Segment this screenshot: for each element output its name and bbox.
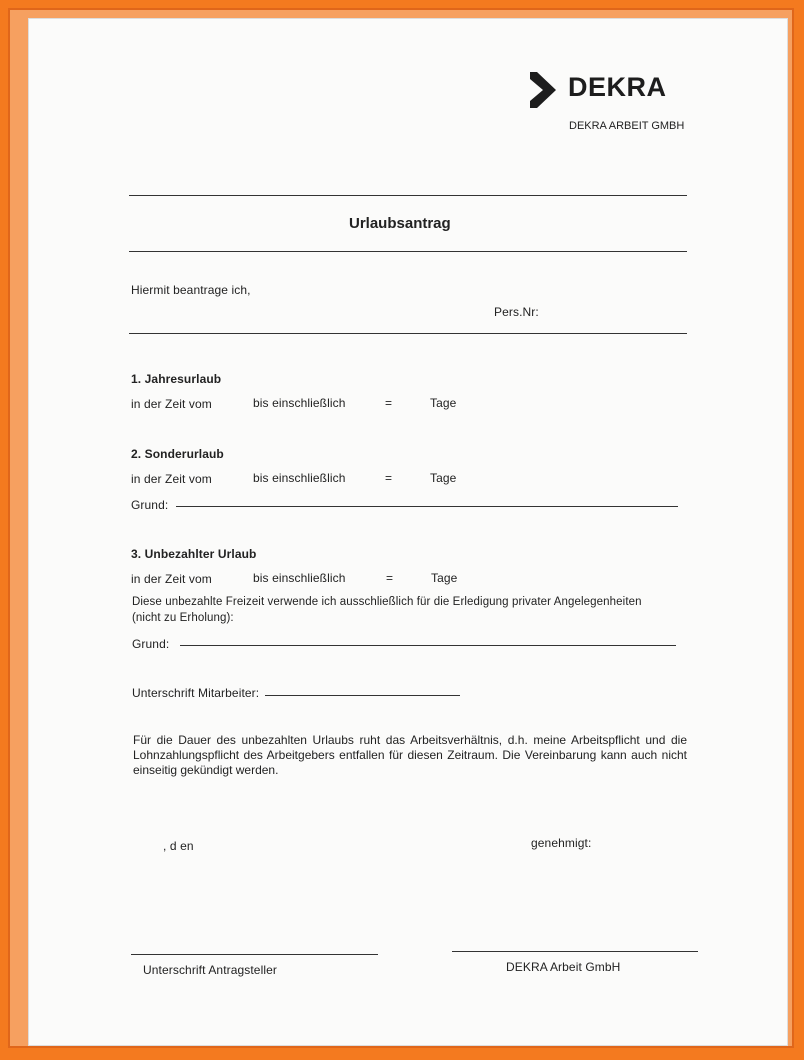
legal-paragraph: Für die Dauer des unbezahlten Urlaubs ruht das Arbeitsverhältnis, d.h. meine Arbeitspflicht und die Lohnzahlungspflicht des Arbeitgebers entfallen für diesen Zeitraum. Die Vereinbarung kann auch nicht einseitig gekündigt werden. <box>133 733 687 777</box>
section-1-eq: = <box>385 396 393 410</box>
employer-signature-line[interactable] <box>452 951 698 952</box>
section-1-heading: 1. Jahresurlaub <box>131 372 222 386</box>
section-3-days: Tage <box>431 571 458 585</box>
section-3-note-line1: Diese unbezahlte Freizeit verwende ich ausschließlich für die Erledigung privater Angelegenheiten <box>132 596 642 608</box>
section-2-heading: 2. Sonderurlaub <box>131 447 224 461</box>
section-3-from: in der Zeit vom <box>131 572 212 586</box>
place-date-label: , d en <box>163 839 194 853</box>
employer-signature-label: DEKRA Arbeit GmbH <box>506 960 621 974</box>
section-3-eq: = <box>386 571 394 585</box>
section-3-reason-label: Grund: <box>132 637 170 651</box>
section-2-days: Tage <box>430 471 457 485</box>
applicant-signature-label: Unterschrift Antragsteller <box>143 963 277 977</box>
section-2-reason-label: Grund: <box>131 498 169 512</box>
name-line[interactable] <box>129 333 687 334</box>
section-1-from: in der Zeit vom <box>131 397 212 411</box>
section-2-eq: = <box>385 471 393 485</box>
section-3-reason-line[interactable] <box>180 645 676 646</box>
section-2-reason-line[interactable] <box>176 506 678 507</box>
document-page <box>28 18 788 1046</box>
employee-signature-line[interactable] <box>265 695 460 696</box>
title-rule-top <box>129 195 687 196</box>
title-rule-bottom <box>129 251 687 252</box>
section-2-to: bis einschließlich <box>253 471 346 485</box>
company-name: DEKRA ARBEIT GMBH <box>569 120 685 132</box>
section-3-heading: 3. Unbezahlter Urlaub <box>131 547 257 561</box>
applicant-signature-line[interactable] <box>131 954 378 955</box>
section-1-to: bis einschließlich <box>253 396 346 410</box>
page-title: Urlaubsantrag <box>349 215 451 232</box>
pers-nr-label: Pers.Nr: <box>494 305 539 319</box>
logo-text: DEKRA <box>568 72 667 102</box>
approved-label: genehmigt: <box>531 836 592 850</box>
dekra-logo-icon <box>528 72 558 108</box>
section-2-from: in der Zeit vom <box>131 472 212 486</box>
section-1-days: Tage <box>430 396 457 410</box>
employee-signature-label: Unterschrift Mitarbeiter: <box>132 686 260 700</box>
intro-text: Hiermit beantrage ich, <box>131 283 251 297</box>
section-3-note-line2: (nicht zu Erholung): <box>132 612 234 624</box>
section-3-to: bis einschließlich <box>253 571 346 585</box>
